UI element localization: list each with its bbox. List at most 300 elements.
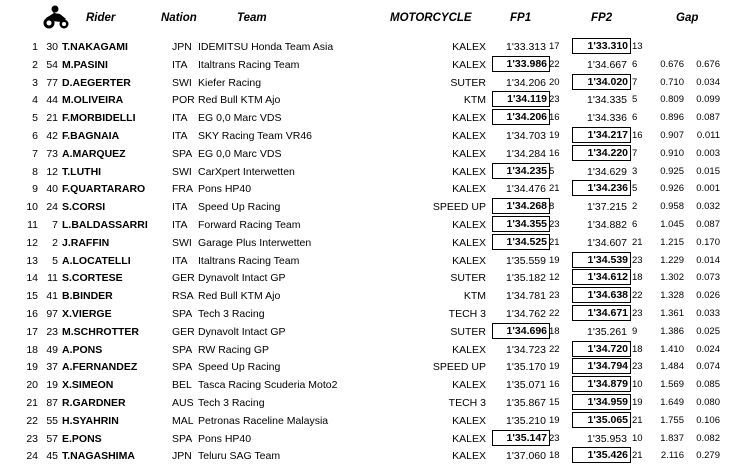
team-name: Speed Up Racing [198,201,281,214]
fp1-time: 1'33.313 [506,41,546,53]
fp2-time: 1'34.336 [587,112,627,125]
fp2-time-best: 1'34.612 [572,269,631,285]
position: 7 [32,147,38,160]
fp2-time: 1'34.607 [587,236,627,249]
rider-name: X.SIMEON [62,379,114,392]
rider-number: 44 [46,94,58,107]
fp1-time: 1'35.182 [506,272,546,285]
table-row [0,287,738,305]
nation-code: BEL [172,379,192,392]
team-name: Tech 3 Racing [198,308,265,320]
fp1-lap: 23 [549,432,560,444]
gap-to-previous: 0.011 [696,130,720,141]
gap-to-leader: 1.302 [660,272,684,284]
fp1-time-best: 1'34.696 [492,323,550,339]
fp2-time: 1'34.882 [587,219,627,231]
rider-name: T.NAGASHIMA [62,450,135,463]
motorcycle-make: SUTER [450,272,486,285]
gap-to-previous: 0.087 [696,219,720,230]
rider-number: 40 [46,183,58,196]
fp2-lap: 7 [632,147,638,159]
team-name: Forward Racing Team [198,219,301,231]
motorcycle-make: KTM [463,290,486,303]
header-fp1: FP1 [510,12,532,24]
fp1-time-best: 1'33.986 [492,56,550,72]
rider-number: 7 [52,219,58,231]
gap-to-previous: 0.003 [696,147,720,159]
fp2-lap: 6 [632,58,638,70]
table-row [0,358,738,376]
fp2-time-best: 1'34.794 [572,358,631,374]
fp1-time: 1'34.476 [506,183,546,196]
table-row [0,91,738,109]
motorcycle-make: SUTER [450,325,486,338]
fp1-time-best: 1'34.355 [492,216,550,232]
fp2-lap: 22 [632,290,643,302]
gap-to-previous: 0.001 [696,183,720,195]
rider-number: 41 [46,290,58,303]
rider-name: F.QUARTARARO [62,183,146,196]
rider-name: A.PONS [62,343,103,356]
gap-to-leader: 0.907 [660,130,684,141]
gap-to-previous: 0.024 [696,343,720,355]
fp2-lap: 21 [632,414,643,426]
gap-to-previous: 0.073 [696,272,720,284]
table-row [0,163,738,181]
fp1-lap: 18 [549,450,560,462]
gap-to-leader: 1.215 [660,236,684,248]
fp2-time: 1'34.335 [587,94,627,107]
rider-number: 49 [46,343,58,356]
table-row [0,447,738,465]
motorcycle-make: KALEX [452,165,486,178]
nation-code: SWI [172,236,192,249]
table-row [0,376,738,394]
rider-name: A.MARQUEZ [62,147,126,160]
rider-name: X.VIERGE [62,308,112,320]
table-row [0,198,738,216]
fp1-time-best: 1'35.147 [492,430,550,446]
team-name: Italtrans Racing Team [198,58,300,71]
header-nation: Nation [161,12,197,24]
motorcycle-make: KALEX [452,450,486,463]
gap-to-previous: 0.033 [696,308,720,319]
position: 20 [26,379,38,392]
nation-code: GER [172,325,195,338]
team-name: Italtrans Racing Team [198,254,300,267]
fp2-lap: 18 [632,272,643,284]
fp1-time: 1'35.210 [506,414,546,427]
rider-name: R.GARDNER [62,397,126,409]
gap-to-leader: 0.958 [660,201,684,213]
nation-code: RSA [172,290,194,303]
rider-name: L.BALDASSARRI [62,219,148,231]
fp1-lap: 12 [549,272,560,284]
motorcycle-make: KALEX [452,379,486,392]
team-name: Petronas Raceline Malaysia [198,414,329,427]
motorcycle-make: KALEX [452,236,486,249]
table-row [0,412,738,430]
fp2-time-best: 1'34.959 [572,394,631,410]
fp1-lap: 8 [549,201,555,213]
fp2-time: 1'37.215 [587,201,627,214]
fp2-lap: 6 [632,112,638,124]
motorcycle-make: KALEX [452,147,486,160]
team-name: Tasca Racing Scuderia Moto2 [198,379,338,392]
rider-name: M.OLIVEIRA [62,94,124,107]
fp2-lap: 16 [632,130,643,141]
rider-number: 21 [46,112,58,125]
gap-to-leader: 1.755 [660,414,684,426]
team-name: Red Bull KTM Ajo [198,290,281,303]
position: 22 [26,414,38,427]
position: 13 [26,254,38,267]
header-motorcycle: MOTORCYCLE [390,12,472,24]
position: 19 [26,361,38,374]
position: 18 [26,343,38,356]
fp2-lap: 21 [632,450,643,462]
rider-number: 73 [46,147,58,160]
team-name: EG 0,0 Marc VDS [198,112,282,125]
fp1-lap: 19 [549,130,560,141]
rider-name: T.LUTHI [62,165,102,178]
motorcycle-make: KALEX [452,343,486,356]
fp1-time: 1'35.170 [506,361,546,374]
header-team: Team [237,12,267,24]
fp2-time-best: 1'35.065 [572,412,631,428]
fp2-lap: 13 [632,41,643,52]
fp1-lap: 22 [549,343,560,355]
rider-name: A.FERNANDEZ [62,361,138,374]
nation-code: ITA [172,201,188,214]
fp1-time: 1'34.206 [506,76,546,89]
gap-to-leader: 1.837 [660,432,684,444]
fp2-time: 1'35.953 [587,432,627,445]
table-row [0,180,738,198]
table-row [0,216,738,234]
fp1-lap: 23 [549,219,560,230]
gap-to-leader: 0.910 [660,147,684,159]
header-gap: Gap [676,12,699,24]
nation-code: SPA [172,432,193,445]
fp2-time-best: 1'34.720 [572,341,631,357]
gap-to-leader: 1.045 [660,219,684,230]
motorcycle-make: KALEX [452,414,486,427]
fp1-lap: 19 [549,414,560,426]
rider-name: T.NAKAGAMI [62,41,128,53]
rider-number: 2 [52,236,58,249]
position: 12 [26,236,38,249]
rider-name: D.AEGERTER [62,76,131,89]
nation-code: MAL [172,414,194,427]
fp1-time: 1'35.867 [506,397,546,409]
motorcycle-rider-icon [40,4,70,30]
gap-to-leader: 1.484 [660,361,684,373]
rider-name: B.BINDER [62,290,113,303]
nation-code: JPN [172,41,192,53]
gap-to-previous: 0.087 [696,112,720,124]
fp1-lap: 16 [549,112,560,124]
fp2-lap: 6 [632,219,638,230]
rider-name: J.RAFFIN [62,236,110,249]
gap-to-previous: 0.099 [696,94,720,106]
nation-code: SPA [172,308,193,320]
fp2-time-best: 1'34.638 [572,287,631,303]
rider-number: 87 [46,397,58,409]
gap-to-previous: 0.026 [696,290,720,302]
fp1-lap: 17 [549,41,560,52]
rider-number: 45 [46,450,58,463]
motorcycle-make: KALEX [452,112,486,125]
position: 4 [32,94,38,107]
header-rider: Rider [86,12,116,24]
fp2-time: 1'34.629 [587,165,627,178]
motorcycle-make: KALEX [452,254,486,267]
team-name: Red Bull KTM Ajo [198,94,281,107]
rider-number: 12 [46,165,58,178]
motorcycle-make: KALEX [452,130,486,142]
rider-number: 30 [46,41,58,53]
table-row [0,38,738,56]
fp2-lap: 23 [632,361,643,373]
team-name: Teluru SAG Team [198,450,281,463]
motorcycle-make: TECH 3 [448,308,486,320]
gap-to-leader: 1.328 [660,290,684,302]
fp2-lap: 5 [632,94,638,106]
nation-code: JPN [172,450,192,463]
nation-code: ITA [172,219,188,231]
gap-to-leader: 1.649 [660,397,684,408]
rider-number: 42 [46,130,58,142]
nation-code: SPA [172,343,193,356]
rider-name: S.CORSI [62,201,106,214]
gap-to-leader: 1.410 [660,343,684,355]
nation-code: ITA [172,254,188,267]
team-name: IDEMITSU Honda Team Asia [198,41,334,53]
fp2-time-best: 1'34.879 [572,376,631,392]
fp1-time: 1'34.703 [506,130,546,142]
motorcycle-make: TECH 3 [448,397,486,409]
rider-number: 77 [46,76,58,89]
position: 10 [26,201,38,214]
header-fp2: FP2 [591,12,613,24]
nation-code: POR [172,94,195,107]
position: 24 [26,450,38,463]
fp2-lap: 23 [632,254,643,266]
table-row [0,341,738,359]
fp2-lap: 9 [632,325,638,337]
team-name: RW Racing GP [198,343,269,356]
fp2-lap: 2 [632,201,638,213]
table-row [0,323,738,341]
position: 15 [26,290,38,303]
table-row [0,430,738,448]
fp1-lap: 5 [549,165,555,177]
fp2-lap: 5 [632,183,638,195]
fp1-time: 1'34.284 [506,147,546,160]
rider-name: S.CORTESE [62,272,123,285]
rider-number: 37 [46,361,58,374]
gap-to-previous: 0.279 [696,450,720,462]
position: 14 [26,272,38,285]
rider-number: 54 [46,58,58,71]
fp2-time-best: 1'34.236 [572,180,631,196]
motorcycle-make: KALEX [452,432,486,445]
team-name: Kiefer Racing [198,76,262,89]
fp2-lap: 10 [632,432,643,444]
gap-to-previous: 0.106 [696,414,720,426]
fp1-lap: 21 [549,236,560,248]
gap-to-previous: 0.014 [696,254,720,266]
nation-code: ITA [172,112,188,125]
fp1-lap: 18 [549,325,560,337]
gap-to-previous: 0.085 [696,379,720,391]
gap-to-leader: 0.710 [660,76,684,88]
team-name: EG 0,0 Marc VDS [198,147,282,160]
fp2-time-best: 1'34.671 [572,305,631,321]
gap-to-leader: 0.896 [660,112,684,124]
team-name: Dynavolt Intact GP [198,325,286,338]
motorcycle-make: KTM [463,94,486,107]
gap-to-leader: 0.925 [660,165,684,177]
gap-to-leader: 2.116 [660,450,684,462]
nation-code: ITA [172,58,188,71]
fp1-lap: 22 [549,308,560,319]
gap-to-previous: 0.032 [696,201,720,213]
nation-code: SWI [172,165,192,178]
table-row [0,127,738,145]
fp2-time: 1'35.261 [587,325,627,338]
fp2-time-best: 1'34.220 [572,145,631,161]
fp2-time-best: 1'33.310 [572,38,631,54]
table-row [0,74,738,92]
fp2-lap: 23 [632,308,643,319]
position: 11 [27,219,38,231]
fp2-lap: 21 [632,236,643,248]
gap-to-leader: 1.361 [660,308,684,319]
fp2-time-best: 1'35.426 [572,447,631,463]
table-row [0,109,738,127]
motorcycle-make: SPEED UP [432,361,486,374]
position: 21 [26,397,38,409]
position: 2 [32,58,38,71]
team-name: Speed Up Racing [198,361,281,374]
table-row [0,56,738,74]
motorcycle-make: KALEX [452,58,486,71]
fp2-lap: 19 [632,397,643,408]
gap-to-leader: 0.809 [660,94,684,106]
gap-to-leader: 0.926 [660,183,684,195]
rider-name: F.BAGNAIA [62,130,120,142]
fp1-time: 1'37.060 [506,450,546,463]
rider-name: F.MORBIDELLI [62,112,136,125]
gap-to-previous: 0.170 [696,236,720,248]
position: 6 [32,130,38,142]
rider-number: 97 [46,308,58,320]
rider-number: 24 [46,201,58,214]
gap-to-previous: 0.074 [696,361,720,373]
nation-code: FRA [172,183,193,196]
fp1-time-best: 1'34.268 [492,198,550,214]
motorcycle-make: KALEX [452,41,486,53]
fp1-time: 1'35.071 [506,379,546,392]
fp2-time-best: 1'34.217 [572,127,631,143]
rider-number: 5 [52,254,58,267]
gap-to-leader: 1.386 [660,325,684,337]
fp2-time-best: 1'34.020 [572,74,631,90]
gap-to-previous: 0.080 [696,397,720,408]
team-name: Pons HP40 [198,183,252,196]
table-row [0,252,738,270]
rider-name: M.SCHROTTER [62,325,139,338]
nation-code: ITA [172,130,188,142]
team-name: Garage Plus Interwetten [198,236,312,249]
rider-name: E.PONS [62,432,102,445]
motorcycle-make: KALEX [452,183,486,196]
fp1-time: 1'35.559 [506,254,546,267]
position: 5 [32,112,38,125]
fp1-time: 1'34.723 [506,343,546,356]
position: 9 [32,183,38,196]
fp2-lap: 18 [632,343,643,355]
fp1-time-best: 1'34.119 [492,91,550,107]
fp1-time-best: 1'34.525 [492,234,550,250]
fp1-lap: 19 [549,254,560,266]
motorcycle-make: SPEED UP [432,201,486,214]
fp1-lap: 23 [549,94,560,106]
fp1-time: 1'34.781 [506,290,546,303]
gap-to-previous: 0.034 [696,76,720,88]
fp1-lap: 16 [549,379,560,391]
table-row [0,269,738,287]
motorcycle-make: KALEX [452,219,486,231]
fp1-lap: 23 [549,290,560,302]
fp1-time-best: 1'34.206 [492,109,550,125]
fp1-lap: 16 [549,147,560,159]
gap-to-leader: 0.676 [660,58,684,70]
nation-code: SPA [172,361,193,374]
team-name: Dynavolt Intact GP [198,272,286,285]
position: 23 [26,432,38,445]
fp1-lap: 22 [549,58,560,70]
nation-code: SPA [172,147,193,160]
fp2-lap: 10 [632,379,643,391]
motorcycle-make: SUTER [450,76,486,89]
nation-code: SWI [172,76,192,89]
rider-number: 55 [46,414,58,427]
fp2-lap: 7 [632,76,638,88]
fp1-time-best: 1'34.235 [492,163,550,179]
rider-name: M.PASINI [62,58,108,71]
table-row [0,394,738,412]
fp1-lap: 19 [549,361,560,373]
fp2-time: 1'34.667 [587,58,627,71]
gap-to-previous: 0.082 [696,432,720,444]
fp2-time-best: 1'34.539 [572,252,631,268]
rider-name: A.LOCATELLI [62,254,131,267]
rider-number: 19 [46,379,58,392]
team-name: Pons HP40 [198,432,252,445]
table-row [0,305,738,323]
fp1-lap: 15 [549,397,560,408]
gap-to-previous: 0.676 [696,58,720,70]
gap-to-previous: 0.025 [696,325,720,337]
position: 8 [32,165,38,178]
team-name: CarXpert Interwetten [198,165,295,178]
gap-to-leader: 1.569 [660,379,684,391]
position: 3 [32,76,38,89]
table-row [0,145,738,163]
